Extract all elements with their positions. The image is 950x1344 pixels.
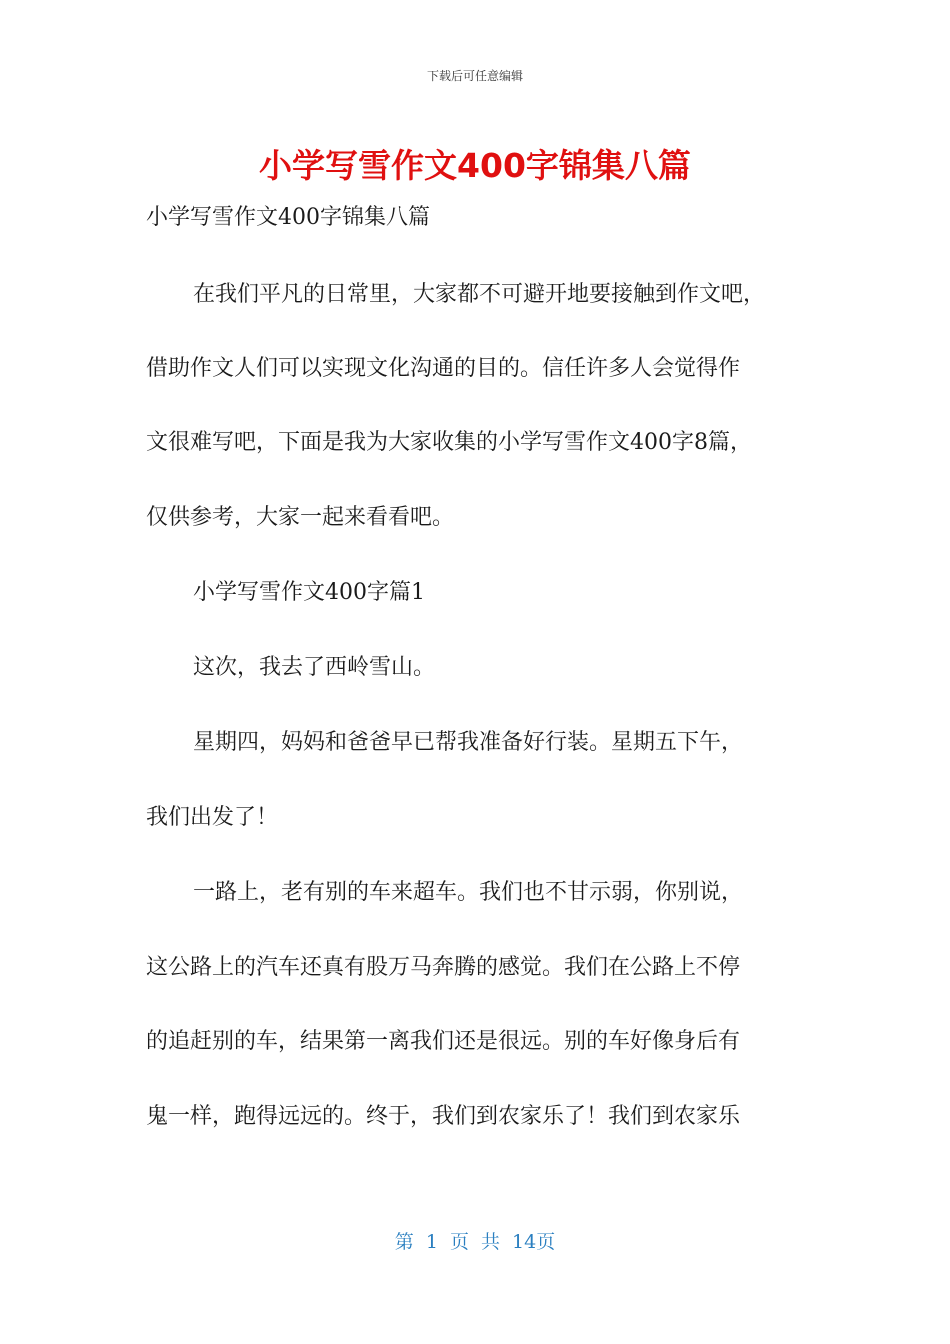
paragraph-line: 在我们平凡的日常里，大家都不可避开地要接触到作文吧， [193,282,766,307]
paragraph-line: 鬼一样，跑得远远的。终于，我们到农家乐了！我们到农家乐 [146,1104,741,1129]
paragraph-line: 文很难写吧，下面是我为大家收集的小学写雪作文400字8篇， [146,430,752,455]
header-note: 下载后可任意编辑 [426,69,523,83]
paragraph-line: 这次，我去了西岭雪山。 [193,655,436,680]
paragraph-line: 的追赶别的车，结果第一离我们还是很远。别的车好像身后有 [146,1029,741,1054]
paragraph-line: 我们出发了！ [146,805,279,830]
document-title: 小学写雪作文400字锦集八篇 [259,146,691,185]
subtitle-line: 小学写雪作文400字锦集八篇 [146,205,430,230]
page-number-footer: 第 1 页 共 14页 [394,1231,556,1253]
paragraph-line: 一路上，老有别的车来超车。我们也不甘示弱，你别说， [193,880,744,905]
section-heading: 小学写雪作文400字篇1 [193,580,425,605]
paragraph-line: 星期四，妈妈和爸爸早已帮我准备好行装。星期五下午， [193,730,744,755]
paragraph-line: 这公路上的汽车还真有股万马奔腾的感觉。我们在公路上不停 [146,955,741,980]
paragraph-line: 仅供参考，大家一起来看看吧。 [146,505,455,530]
paragraph-line: 借助作文人们可以实现文化沟通的目的。信任许多人会觉得作 [146,356,741,381]
